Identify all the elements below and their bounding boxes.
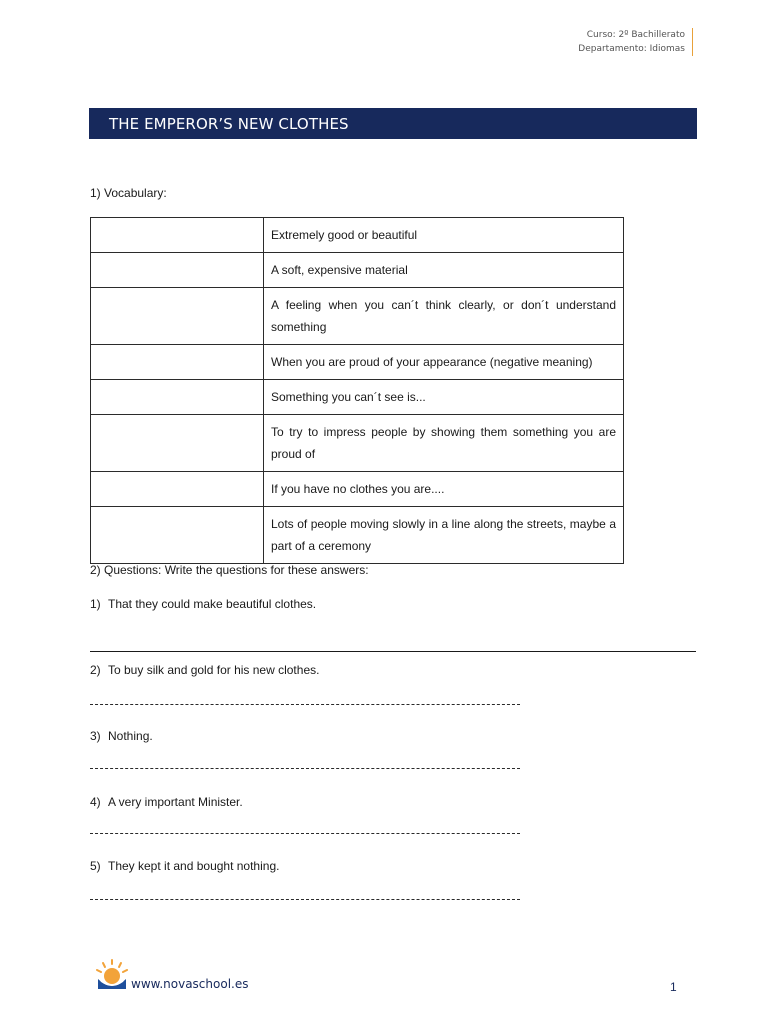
questions-heading: 2) Questions: Write the questions for these answers: bbox=[90, 563, 369, 577]
question-answer: That they could make beautiful clothes. bbox=[108, 597, 317, 611]
table-row bbox=[91, 288, 624, 345]
question-item bbox=[90, 597, 316, 611]
question-number: 5) bbox=[90, 859, 101, 873]
question-item bbox=[90, 795, 243, 809]
table-row bbox=[91, 253, 624, 288]
question-item bbox=[90, 663, 319, 677]
question-number: 4) bbox=[90, 795, 101, 809]
header-accent-rule bbox=[692, 28, 693, 56]
vocab-term-cell[interactable] bbox=[91, 472, 264, 507]
question-item bbox=[90, 859, 279, 873]
question-answer: To buy silk and gold for his new clothes. bbox=[108, 663, 320, 677]
vocab-definition-cell: Something you can´t see is... bbox=[264, 380, 624, 415]
vocab-term-cell[interactable] bbox=[91, 415, 264, 472]
vocab-definition-cell: Extremely good or beautiful bbox=[264, 218, 624, 253]
department-label: Departamento: Idiomas bbox=[578, 44, 685, 54]
question-item bbox=[90, 729, 153, 743]
vocab-term-cell[interactable] bbox=[91, 218, 264, 253]
table-row bbox=[91, 415, 624, 472]
table-row bbox=[91, 380, 624, 415]
answer-line[interactable] bbox=[90, 833, 520, 834]
question-answer: Nothing. bbox=[108, 729, 153, 743]
page-title: THE EMPEROR’S NEW CLOTHES bbox=[89, 108, 697, 139]
vocab-term-cell[interactable] bbox=[91, 380, 264, 415]
question-answer: They kept it and bought nothing. bbox=[108, 859, 280, 873]
answer-line[interactable] bbox=[90, 899, 520, 900]
vocab-definition-cell: Lots of people moving slowly in a line along the streets, maybe a part of a ceremony bbox=[264, 507, 624, 564]
page-number: 1 bbox=[670, 980, 677, 994]
table-row bbox=[91, 218, 624, 253]
table-row bbox=[91, 345, 624, 380]
vocab-definition-cell: A feeling when you can´t think clearly, or don´t understand something bbox=[264, 288, 624, 345]
vocab-term-cell[interactable] bbox=[91, 345, 264, 380]
vocab-term-cell[interactable] bbox=[91, 507, 264, 564]
answer-line[interactable] bbox=[90, 768, 520, 769]
vocab-definition-cell: When you are proud of your appearance (negative meaning) bbox=[264, 345, 624, 380]
vocabulary-heading: 1) Vocabulary: bbox=[90, 186, 167, 200]
question-number: 2) bbox=[90, 663, 101, 677]
answer-line[interactable] bbox=[90, 651, 696, 652]
vocab-definition-cell: To try to impress people by showing them something you are proud of bbox=[264, 415, 624, 472]
question-number: 1) bbox=[90, 597, 101, 611]
table-row bbox=[91, 507, 624, 564]
answer-line[interactable] bbox=[90, 704, 520, 705]
vocab-definition-cell: A soft, expensive material bbox=[264, 253, 624, 288]
course-label: Curso: 2º Bachillerato bbox=[586, 30, 685, 40]
vocab-term-cell[interactable] bbox=[91, 288, 264, 345]
vocabulary-table bbox=[90, 217, 624, 564]
vocab-term-cell[interactable] bbox=[91, 253, 264, 288]
vocab-definition-cell: If you have no clothes you are.... bbox=[264, 472, 624, 507]
footer-website-link[interactable]: www.novaschool.es bbox=[131, 977, 249, 991]
question-answer: A very important Minister. bbox=[108, 795, 243, 809]
document-header-meta bbox=[578, 28, 685, 56]
table-row bbox=[91, 472, 624, 507]
question-number: 3) bbox=[90, 729, 101, 743]
novaschool-sun-logo-icon bbox=[95, 958, 129, 992]
